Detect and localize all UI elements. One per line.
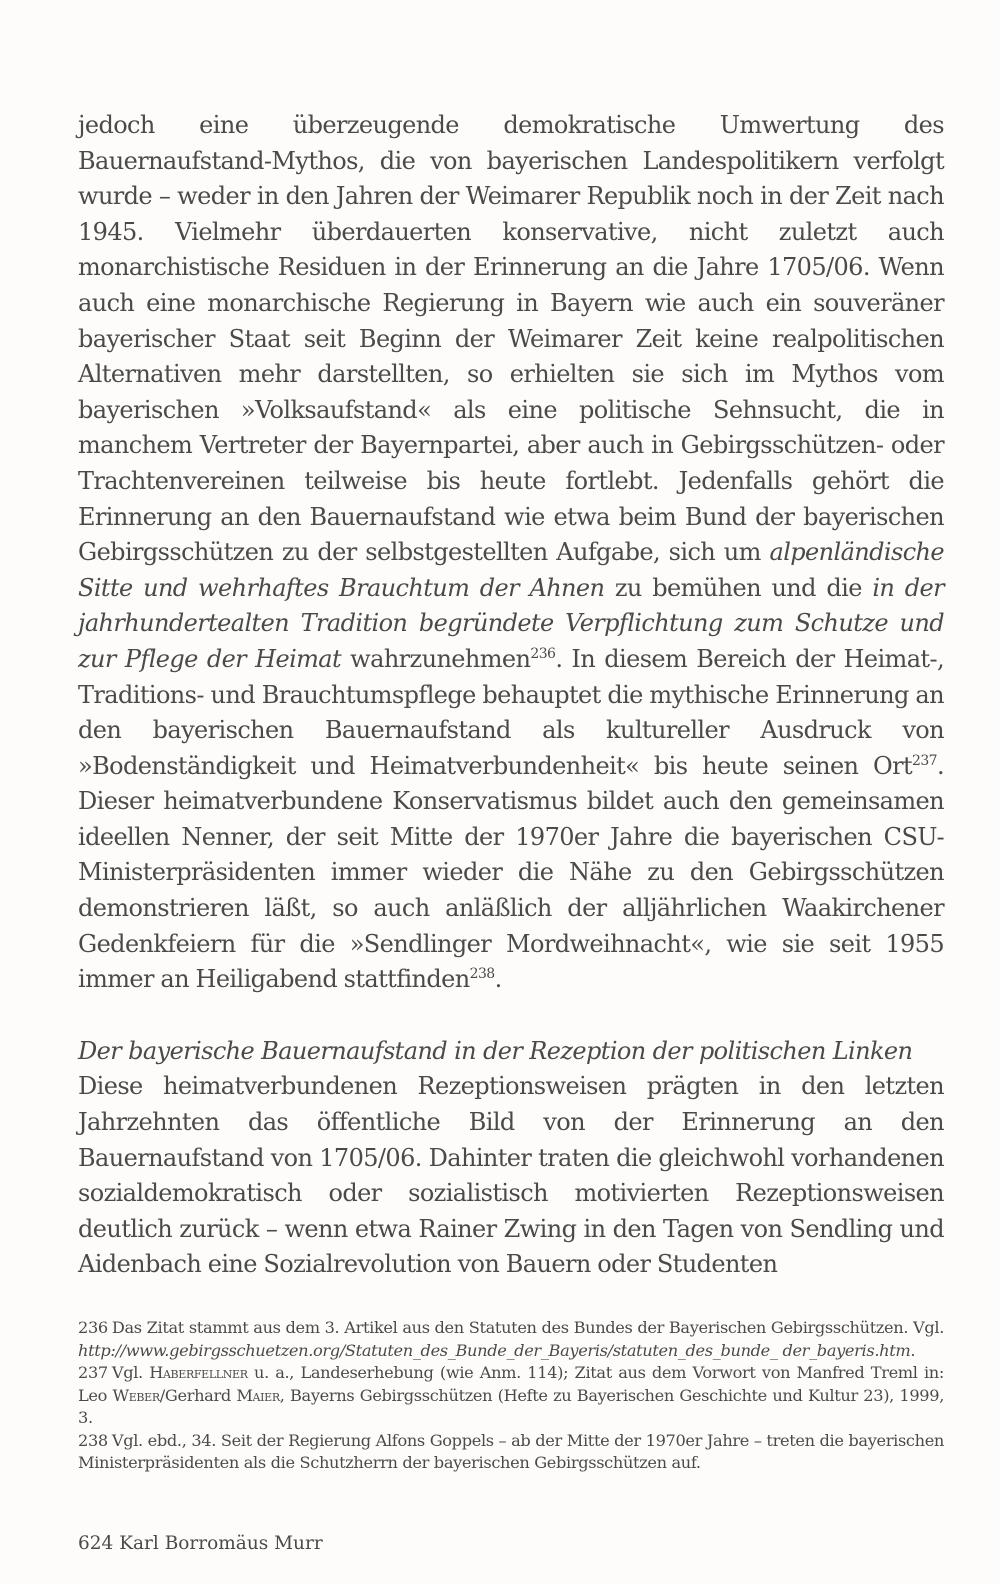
footnote-237	[78, 1362, 944, 1430]
main-text	[78, 108, 944, 1283]
page-content	[78, 108, 944, 1475]
section-heading: Der bayerische Bauernaufstand in der Rezeption der politischen Linken	[78, 1036, 913, 1065]
footnote-url[interactable]: http://www.gebirgsschuetzen.org/Statuten_des_Bunde_der_Bayeris/statuten_des_bunde_ der_bayeris.htm	[78, 1340, 911, 1360]
author-name: Weber	[112, 1385, 160, 1405]
footnote-ref-236[interactable]: 236	[530, 645, 556, 662]
footnote-text: .	[910, 1340, 916, 1360]
footnote-ref-237[interactable]: 237	[912, 752, 937, 769]
footnote-text: Das Zitat stammt aus dem 3. Artikel aus den Statuten des Bundes der Bayerischen Gebirgsschützen. Vgl.	[111, 1318, 944, 1337]
text-run: zu bemühen und die	[604, 573, 873, 602]
author-name: Haberfellner	[149, 1363, 248, 1382]
footnote-236	[78, 1317, 944, 1362]
footnotes	[78, 1317, 944, 1475]
footnote-text: Vgl.	[111, 1363, 150, 1382]
footnote-text: Vgl. ebd., 34. Seit der Regierung Alfons Goppels – ab der Mitte der 1970er Jahre – treten die bayerischen Ministerpräsidenten als die Schutzherrn der bayerischen Gebirgsschützen auf.	[78, 1430, 944, 1472]
footnote-number: 236	[78, 1318, 108, 1337]
quote-italic: alpenländische Sitte und wehrhaftes Brauchtum der Ahnen	[78, 538, 944, 602]
text-run: .	[494, 965, 502, 994]
text-run: wahrzunehmen	[341, 644, 531, 673]
running-footer	[78, 1533, 323, 1554]
footnote-number: 237	[78, 1363, 108, 1382]
page-number: 624	[78, 1533, 114, 1554]
footnote-ref-238[interactable]: 238	[469, 966, 495, 983]
author-name: Maier	[236, 1385, 280, 1405]
text-run: jedoch eine überzeugende demokratische Umwertung des Bauernaufstand-Mythos, die von bayerischen Landespolitikern verfolgt wurde – weder in den Jahren der Weimarer Republik noch in der Zeit nach 1945. Vielmehr überdauerten konservative, nicht zuletzt auch monarchistische Residuen in der Erinnerung an die Jahre 1705/06. Wenn auch eine monarchische Regierung in Bayern wie auch ein souveräner bayerischer Staat seit Beginn der Weimarer Zeit keine realpolitischen Alternativen mehr darstellten, so erhielten sie sich im Mythos vom bayerischen »Volksaufstand« als eine politische Sehnsucht, die in manchem Vertreter der Bayernpartei, aber auch in Gebirgsschützen- oder Trachtenvereinen teilweise bis heute fortlebt. Jedenfalls gehört die Erinnerung an den Bauernaufstand wie etwa beim Bund der bayerischen Gebirgsschützen zu der selbstgestellten Aufgabe, sich um	[78, 111, 944, 567]
quote-italic: in der jahrhundertealten Tradition begründete Verpflichtung zum Schutze und zur Pflege der Heimat	[78, 573, 945, 673]
footnote-text: , Bayerns Gebirgsschützen (Hefte zu Bayerischen Geschichte und Kultur 23), 1999, 3.	[78, 1385, 945, 1427]
paragraph-1	[78, 108, 944, 998]
footnote-238	[78, 1430, 944, 1475]
footnote-text: /Gerhard	[159, 1385, 237, 1405]
footnote-number: 238	[78, 1430, 108, 1450]
text-run: . In diesem Bereich der Heimat-, Traditions- und Brauchtumspflege behauptet die mythische Erinnerung an den bayerischen Bauernaufstand als kultureller Ausdruck von »Bodenständigkeit und Heimatverbundenheit« bis heute seinen Ort	[78, 644, 945, 780]
text-run: . Dieser heimatverbundene Konservatismus bildet auch den gemeinsamen ideellen Nenner, der seit Mitte der 1970er Jahre die bayerischen CSU-Ministerpräsidenten immer wieder die Nähe zu den Gebirgsschützen demonstrieren läßt, so auch anläßlich der alljährlichen Waakirchener Gedenkfeiern für die »Sendlinger Mordweihnacht«, wie sie seit 1955 immer an Heiligabend stattfinden	[78, 751, 944, 994]
running-author: Karl Borromäus Murr	[119, 1533, 323, 1554]
footnote-text: u. a., Landeserhebung (wie Anm. 114); Zitat aus dem Vorwort von Manfred Treml in: Leo	[78, 1363, 944, 1405]
paragraph-2: Diese heimatverbundenen Rezeptionsweisen prägten in den letzten Jahrzehnten das öffentliche Bild von der Erinnerung an den Bauernaufstand von 1705/06. Dahinter traten die gleichwohl vorhandenen sozialdemokratisch oder sozialistisch motivierten Rezeptionsweisen deutlich zurück – wenn etwa Rainer Zwing in den Tagen von Sendling und Aidenbach eine Sozialrevolution von Bauern oder Studenten	[78, 1072, 944, 1279]
